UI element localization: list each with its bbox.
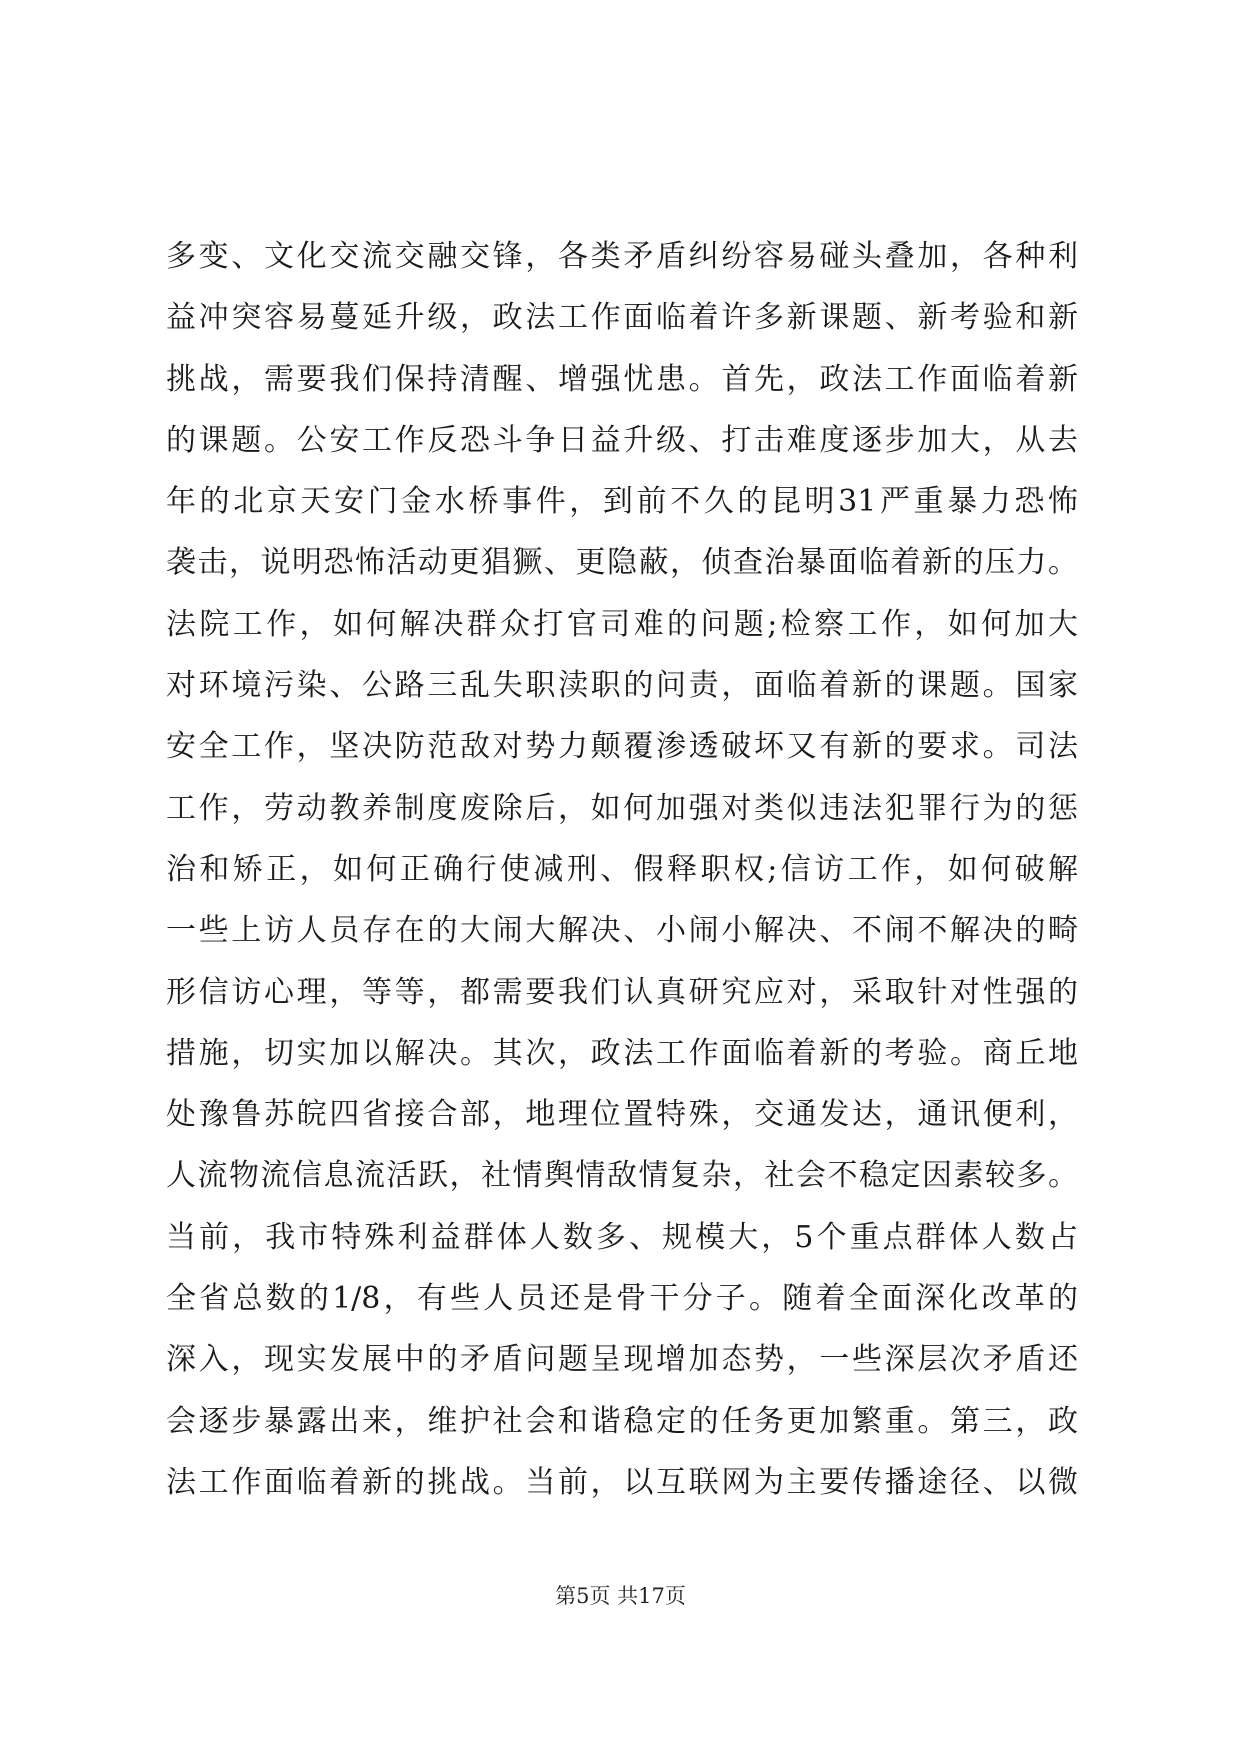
- text-line: 袭击，说明恐怖活动更猖獗、更隐蔽，侦查治暴面临着新的压力。: [166, 545, 1078, 581]
- text-line: 全省总数的1/8，有些人员还是骨干分子。随着全面深化改革的: [166, 1281, 1078, 1317]
- text-line: 深入，现实发展中的矛盾问题呈现增加态势，一些深层次矛盾还: [166, 1342, 1078, 1378]
- body-paragraph: [166, 226, 1078, 1513]
- page-number-footer: 第5页 共17页: [555, 1584, 686, 1608]
- text-line: 治和矫正，如何正确行使减刑、假释职权;信访工作，如何破解: [166, 851, 1078, 887]
- text-line: 一些上访人员存在的大闹大解决、小闹小解决、不闹不解决的畸: [166, 913, 1078, 949]
- text-line: 多变、文化交流交融交锋，各类矛盾纠纷容易碰头叠加，各种利: [166, 239, 1078, 274]
- text-line: 安全工作，坚决防范敌对势力颠覆渗透破坏又有新的要求。司法: [166, 729, 1078, 765]
- text-line: 挑战，需要我们保持清醒、增强忧患。首先，政法工作面临着新: [166, 361, 1078, 397]
- text-line: 会逐步暴露出来，维护社会和谐稳定的任务更加繁重。第三，政: [166, 1403, 1078, 1439]
- text-line: 对环境污染、公路三乱失职渎职的问责，面临着新的课题。国家: [166, 668, 1078, 704]
- text-line: 法院工作，如何解决群众打官司难的问题;检察工作，如何加大: [166, 606, 1078, 642]
- text-line: 工作，劳动教养制度废除后，如何加强对类似违法犯罪行为的惩: [166, 790, 1078, 826]
- text-line: 形信访心理，等等，都需要我们认真研究应对，采取针对性强的: [166, 974, 1078, 1010]
- text-line: 人流物流信息流活跃，社情舆情敌情复杂，社会不稳定因素较多。: [166, 1158, 1078, 1194]
- text-line: 法工作面临着新的挑战。当前，以互联网为主要传播途径、以微: [166, 1464, 1078, 1500]
- text-line: 措施，切实加以解决。其次，政法工作面临着新的考验。商丘地: [166, 1035, 1078, 1071]
- text-line: 当前，我市特殊利益群体人数多、规模大，5个重点群体人数占: [166, 1219, 1078, 1255]
- text-line: 处豫鲁苏皖四省接合部，地理位置特殊，交通发达，通讯便利，: [166, 1097, 1078, 1133]
- text-line: 的课题。公安工作反恐斗争日益升级、打击难度逐步加大，从去: [166, 422, 1078, 458]
- text-line: 年的北京天安门金水桥事件，到前不久的昆明31严重暴力恐怖: [166, 484, 1078, 520]
- text-line: 益冲突容易蔓延升级，政法工作面临着许多新课题、新考验和新: [166, 300, 1078, 336]
